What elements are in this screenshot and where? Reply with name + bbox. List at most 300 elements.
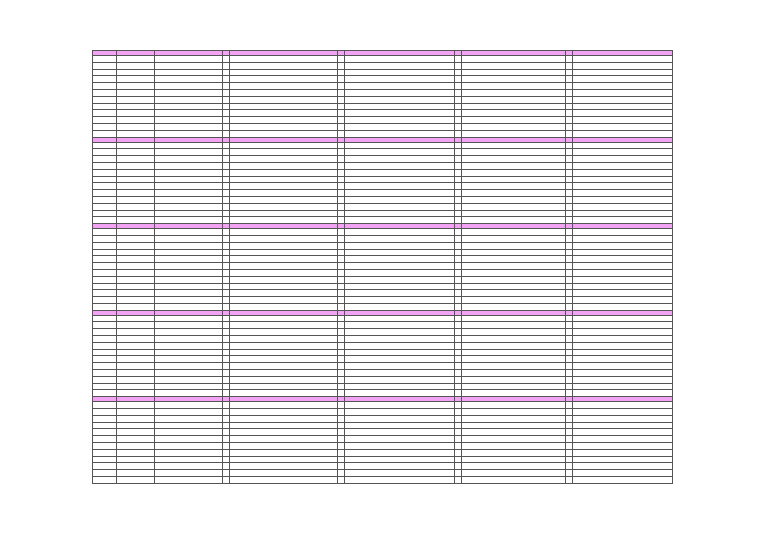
- table-cell: [223, 117, 230, 124]
- table-cell: [93, 130, 117, 137]
- table-cell: [93, 196, 117, 203]
- table-row: [93, 322, 673, 329]
- table-cell: [345, 322, 455, 329]
- table-cell: [345, 429, 455, 436]
- table-cell: [573, 56, 673, 63]
- table-cell: [338, 436, 345, 443]
- table-cell: [573, 229, 673, 236]
- table-cell: [455, 443, 462, 450]
- table-cell: [230, 142, 338, 149]
- table-cell: [573, 443, 673, 450]
- table-cell: [573, 190, 673, 197]
- table-cell: [93, 409, 117, 416]
- table-cell: [455, 130, 462, 137]
- table-cell: [573, 196, 673, 203]
- table-cell: [93, 62, 117, 69]
- table-cell: [338, 429, 345, 436]
- table-cell: [345, 142, 455, 149]
- table-cell: [566, 349, 573, 356]
- table-cell: [230, 217, 338, 224]
- table-cell: [462, 263, 566, 270]
- table-cell: [345, 349, 455, 356]
- table-cell: [573, 217, 673, 224]
- table-cell: [93, 190, 117, 197]
- table-cell: [462, 283, 566, 290]
- table-row: [93, 269, 673, 276]
- table-cell: [566, 342, 573, 349]
- table-cell: [566, 242, 573, 249]
- table-cell: [573, 62, 673, 69]
- table-cell: [566, 322, 573, 329]
- table-cell: [573, 290, 673, 297]
- table-cell: [230, 76, 338, 83]
- table-cell: [455, 470, 462, 477]
- table-cell: [223, 283, 230, 290]
- table-cell: [566, 235, 573, 242]
- table-row: [93, 190, 673, 197]
- table-cell: [462, 89, 566, 96]
- table-cell: [573, 349, 673, 356]
- table-cell: [566, 402, 573, 409]
- table-cell: [566, 409, 573, 416]
- day-weekday: [93, 76, 117, 83]
- table-cell: [462, 169, 566, 176]
- table-cell: [223, 422, 230, 429]
- table-cell: [566, 196, 573, 203]
- table-cell: [93, 329, 117, 336]
- table-cell: [566, 96, 573, 103]
- table-cell: [230, 183, 338, 190]
- table-cell: [455, 89, 462, 96]
- table-cell: [455, 356, 462, 363]
- table-cell: [155, 409, 223, 416]
- table-cell: [455, 217, 462, 224]
- table-cell: [223, 130, 230, 137]
- table-cell: [230, 315, 338, 322]
- table-cell: [155, 162, 223, 169]
- table-cell: [345, 283, 455, 290]
- table-cell: [462, 470, 566, 477]
- table-cell: [223, 217, 230, 224]
- table-row: [93, 103, 673, 110]
- table-cell: [338, 142, 345, 149]
- table-cell: [566, 263, 573, 270]
- table-cell: [462, 376, 566, 383]
- table-row: [93, 409, 673, 416]
- table-cell: [223, 56, 230, 63]
- table-cell: [223, 336, 230, 343]
- table-cell: [573, 176, 673, 183]
- table-cell: [117, 117, 155, 124]
- table-cell: [155, 183, 223, 190]
- table-cell: [566, 443, 573, 450]
- table-cell: [117, 142, 155, 149]
- table-cell: [338, 110, 345, 117]
- table-cell: [455, 229, 462, 236]
- table-cell: [345, 162, 455, 169]
- table-cell: [462, 477, 566, 484]
- table-cell: [338, 256, 345, 263]
- table-cell: [338, 376, 345, 383]
- table-cell: [338, 470, 345, 477]
- table-cell: [93, 383, 117, 390]
- table-row: [93, 383, 673, 390]
- table-cell: [93, 356, 117, 363]
- table-cell: [155, 376, 223, 383]
- table-cell: [573, 76, 673, 83]
- table-cell: [566, 110, 573, 117]
- table-row: [93, 156, 673, 163]
- table-cell: [345, 96, 455, 103]
- table-cell: [155, 422, 223, 429]
- table-cell: [338, 123, 345, 130]
- table-cell: [230, 342, 338, 349]
- table-cell: [230, 269, 338, 276]
- table-cell: [566, 303, 573, 310]
- table-cell: [455, 110, 462, 117]
- table-cell: [93, 149, 117, 156]
- table-row: [93, 415, 673, 422]
- table-cell: [462, 162, 566, 169]
- table-cell: [338, 349, 345, 356]
- table-cell: [338, 210, 345, 217]
- table-cell: [455, 149, 462, 156]
- table-cell: [462, 249, 566, 256]
- table-cell: [338, 183, 345, 190]
- day-weekday: [93, 249, 117, 256]
- table-cell: [455, 409, 462, 416]
- table-cell: [117, 190, 155, 197]
- table-cell: [566, 470, 573, 477]
- table-cell: [338, 56, 345, 63]
- day-weekday: [93, 336, 117, 343]
- table-cell: [117, 456, 155, 463]
- table-cell: [223, 436, 230, 443]
- table-cell: [117, 235, 155, 242]
- table-cell: [223, 443, 230, 450]
- table-cell: [155, 156, 223, 163]
- table-cell: [223, 456, 230, 463]
- table-cell: [155, 463, 223, 470]
- table-cell: [230, 110, 338, 117]
- table-cell: [338, 83, 345, 90]
- table-cell: [223, 315, 230, 322]
- table-cell: [462, 409, 566, 416]
- table-cell: [345, 477, 455, 484]
- table-row: [93, 69, 673, 76]
- table-cell: [338, 190, 345, 197]
- table-cell: [117, 470, 155, 477]
- table-cell: [566, 162, 573, 169]
- table-cell: [155, 103, 223, 110]
- table-cell: [117, 349, 155, 356]
- table-cell: [462, 383, 566, 390]
- table-cell: [462, 96, 566, 103]
- table-cell: [155, 89, 223, 96]
- table-cell: [338, 176, 345, 183]
- table-cell: [117, 169, 155, 176]
- table-cell: [155, 429, 223, 436]
- table-cell: [117, 429, 155, 436]
- table-cell: [345, 176, 455, 183]
- table-cell: [455, 62, 462, 69]
- table-cell: [223, 235, 230, 242]
- table-cell: [345, 470, 455, 477]
- table-cell: [455, 363, 462, 370]
- table-cell: [223, 110, 230, 117]
- table-row: [93, 162, 673, 169]
- table-cell: [155, 83, 223, 90]
- table-cell: [93, 176, 117, 183]
- table-cell: [566, 477, 573, 484]
- table-cell: [223, 69, 230, 76]
- table-cell: [455, 156, 462, 163]
- table-cell: [230, 376, 338, 383]
- table-cell: [462, 463, 566, 470]
- table-row: [93, 283, 673, 290]
- table-cell: [155, 256, 223, 263]
- table-cell: [566, 276, 573, 283]
- table-cell: [566, 103, 573, 110]
- table-cell: [462, 342, 566, 349]
- table-cell: [93, 376, 117, 383]
- table-cell: [155, 229, 223, 236]
- table-cell: [223, 390, 230, 397]
- table-cell: [345, 156, 455, 163]
- table-row: [93, 356, 673, 363]
- table-cell: [155, 263, 223, 270]
- table-cell: [338, 242, 345, 249]
- table-row: [93, 217, 673, 224]
- table-cell: [155, 477, 223, 484]
- table-cell: [573, 342, 673, 349]
- table-cell: [230, 249, 338, 256]
- table-cell: [573, 242, 673, 249]
- table-cell: [338, 283, 345, 290]
- table-row: [93, 303, 673, 310]
- table-cell: [345, 315, 455, 322]
- table-cell: [462, 123, 566, 130]
- table-cell: [223, 470, 230, 477]
- table-cell: [155, 196, 223, 203]
- table-cell: [223, 242, 230, 249]
- table-cell: [93, 96, 117, 103]
- table-cell: [455, 76, 462, 83]
- table-cell: [566, 363, 573, 370]
- table-cell: [573, 409, 673, 416]
- table-cell: [93, 436, 117, 443]
- table-cell: [455, 196, 462, 203]
- table-row: [93, 130, 673, 137]
- table-cell: [230, 123, 338, 130]
- table-cell: [155, 383, 223, 390]
- table-cell: [117, 443, 155, 450]
- table-cell: [566, 436, 573, 443]
- table-row: [93, 336, 673, 343]
- table-cell: [338, 422, 345, 429]
- day-date: [93, 142, 117, 149]
- table-cell: [223, 402, 230, 409]
- table-cell: [338, 217, 345, 224]
- table-cell: [573, 123, 673, 130]
- table-cell: [566, 290, 573, 297]
- table-cell: [93, 103, 117, 110]
- table-cell: [223, 342, 230, 349]
- table-cell: [345, 276, 455, 283]
- table-cell: [230, 390, 338, 397]
- table-cell: [345, 76, 455, 83]
- table-cell: [462, 229, 566, 236]
- day-date: [93, 229, 117, 236]
- table-cell: [345, 376, 455, 383]
- table-cell: [345, 263, 455, 270]
- table-cell: [338, 117, 345, 124]
- table-cell: [155, 242, 223, 249]
- table-cell: [566, 356, 573, 363]
- table-cell: [117, 56, 155, 63]
- table-cell: [566, 383, 573, 390]
- table-cell: [223, 190, 230, 197]
- table-cell: [455, 342, 462, 349]
- table-cell: [345, 149, 455, 156]
- table-cell: [117, 183, 155, 190]
- table-cell: [155, 303, 223, 310]
- table-cell: [117, 336, 155, 343]
- table-cell: [345, 456, 455, 463]
- table-cell: [155, 190, 223, 197]
- table-cell: [223, 263, 230, 270]
- table-cell: [573, 415, 673, 422]
- table-cell: [223, 156, 230, 163]
- table-cell: [117, 315, 155, 322]
- table-cell: [573, 463, 673, 470]
- table-cell: [345, 436, 455, 443]
- table-cell: [93, 83, 117, 90]
- table-cell: [117, 376, 155, 383]
- table-cell: [155, 142, 223, 149]
- table-cell: [93, 263, 117, 270]
- table-cell: [462, 443, 566, 450]
- table-cell: [230, 290, 338, 297]
- table-cell: [338, 449, 345, 456]
- table-cell: [230, 383, 338, 390]
- table-cell: [230, 162, 338, 169]
- table-cell: [345, 402, 455, 409]
- table-cell: [117, 290, 155, 297]
- table-cell: [345, 117, 455, 124]
- table-row: [93, 477, 673, 484]
- table-cell: [155, 235, 223, 242]
- table-cell: [566, 69, 573, 76]
- table-cell: [230, 103, 338, 110]
- table-cell: [566, 190, 573, 197]
- table-cell: [345, 449, 455, 456]
- table-cell: [573, 183, 673, 190]
- table-cell: [566, 89, 573, 96]
- table-cell: [345, 342, 455, 349]
- table-cell: [155, 110, 223, 117]
- table-cell: [455, 402, 462, 409]
- table-cell: [155, 329, 223, 336]
- table-row: [93, 76, 673, 83]
- table-row: [93, 470, 673, 477]
- table-cell: [230, 349, 338, 356]
- table-cell: [338, 169, 345, 176]
- table-cell: [117, 303, 155, 310]
- table-cell: [155, 130, 223, 137]
- table-cell: [345, 217, 455, 224]
- table-cell: [455, 449, 462, 456]
- table-cell: [117, 162, 155, 169]
- table-cell: [93, 443, 117, 450]
- table-row: [93, 297, 673, 304]
- table-cell: [230, 297, 338, 304]
- table-cell: [462, 322, 566, 329]
- table-cell: [455, 303, 462, 310]
- table-cell: [573, 203, 673, 210]
- table-cell: [462, 56, 566, 63]
- table-cell: [223, 142, 230, 149]
- table-cell: [223, 169, 230, 176]
- table-cell: [117, 363, 155, 370]
- table-cell: [230, 69, 338, 76]
- table-cell: [155, 297, 223, 304]
- table-cell: [462, 349, 566, 356]
- table-cell: [338, 130, 345, 137]
- table-cell: [455, 56, 462, 63]
- table-row: [93, 183, 673, 190]
- table-cell: [345, 169, 455, 176]
- table-cell: [345, 203, 455, 210]
- table-cell: [345, 390, 455, 397]
- table-cell: [230, 322, 338, 329]
- table-cell: [155, 96, 223, 103]
- table-cell: [223, 256, 230, 263]
- day-date: [93, 56, 117, 63]
- table-cell: [455, 429, 462, 436]
- table-cell: [230, 62, 338, 69]
- table-cell: [117, 249, 155, 256]
- table-cell: [566, 256, 573, 263]
- table-row: [93, 256, 673, 263]
- table-cell: [223, 463, 230, 470]
- table-cell: [230, 169, 338, 176]
- table-cell: [117, 229, 155, 236]
- table-cell: [155, 349, 223, 356]
- table-row: [93, 376, 673, 383]
- table-cell: [93, 242, 117, 249]
- table-cell: [223, 370, 230, 377]
- table-cell: [223, 76, 230, 83]
- table-cell: [462, 297, 566, 304]
- table-cell: [455, 463, 462, 470]
- table-cell: [455, 162, 462, 169]
- table-cell: [566, 315, 573, 322]
- table-cell: [462, 76, 566, 83]
- table-cell: [117, 422, 155, 429]
- table-cell: [117, 176, 155, 183]
- table-cell: [455, 183, 462, 190]
- table-cell: [338, 297, 345, 304]
- table-cell: [573, 470, 673, 477]
- table-cell: [462, 242, 566, 249]
- table-row: [93, 249, 673, 256]
- table-cell: [338, 149, 345, 156]
- table-cell: [93, 123, 117, 130]
- table-cell: [223, 429, 230, 436]
- table-cell: [93, 303, 117, 310]
- table-cell: [117, 449, 155, 456]
